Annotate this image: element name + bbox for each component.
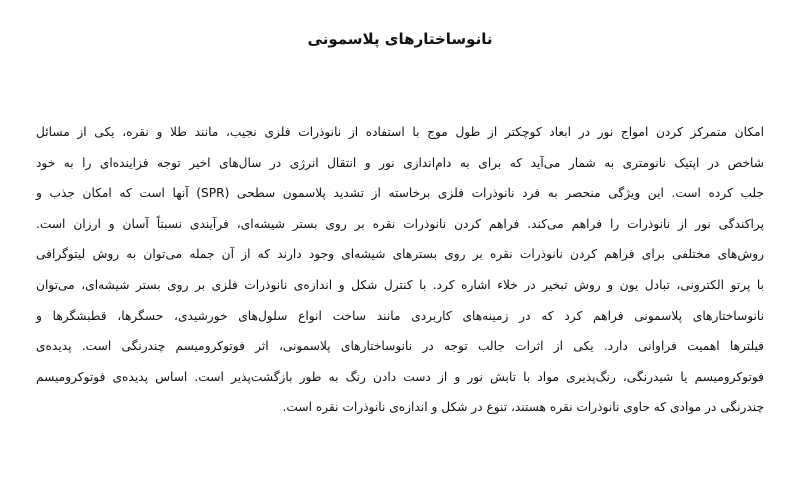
paragraph-line: شاخص در اپتیک نانومتری به شمار می‌آید که برای به دام‌اندازی نور و انتقال انرژی در سال‌های اخیر توجه فزاینده‌ای را به خود bbox=[36, 155, 764, 170]
body-paragraph bbox=[36, 117, 764, 423]
paragraph-line: روش‌های مختلفی برای فراهم کردن نانوذرات نقره بر روی بسترهای شیشه‌ای وجود دارند که از آن جمله می‌توان به روش لیتوگرافی bbox=[36, 247, 764, 262]
paragraph-line: پراکندگی نور از نانوذرات را فراهم می‌کند. فراهم کردن نانوذرات نقره بر روی بستر شیشه‌ای، فرآیندی نسبتاً آسان و ارزان است. bbox=[36, 216, 764, 231]
paragraph-line: امکان متمرکز کردن امواج نور در ابعاد کوچکتر از طول موج با استفاده از نانوذرات فلزی نجیب، مانند طلا و نقره، یکی از مسائل bbox=[36, 125, 764, 139]
paragraph-line: جلب کرده است. این ویژگی منحصر به فرد نانوذرات فلزی برخاسته از تشدید پلاسمون سطحی (SPR) آنها است که امکان جذب و bbox=[36, 186, 764, 201]
page-title: نانوساختارهای پلاسمونی bbox=[307, 30, 493, 48]
paragraph-line: فوتوکرومیسم یا شیدرنگی، رنگ‌پذیری مواد با تابش نور و از دست دادن رنگ به طور بازگشت‌پذیر است. اساس پدیده‌ی فوتوکرومیسم bbox=[36, 369, 764, 384]
paragraph-line: با پرتو الکترونی، تبادل یون و روش تبخیر در خلاء اشاره کرد. با کنترل شکل و اندازه‌ی نانوذرات فلزی بر روی بستر شیشه‌ای، می‌توان bbox=[36, 277, 764, 292]
paragraph-line: نانوساختارهای پلاسمونی فراهم کرد که در زمینه‌های کاربردی مانند ساخت انواع سلول‌های خورشیدی، حسگرها، قطبشگرها و bbox=[36, 308, 764, 323]
paragraph-line: چندرنگی در موادی که حاوی نانوذرات نقره هستند، تنوع در شکل و اندازه‌ی نانوذرات نقره است. bbox=[282, 400, 764, 415]
paragraph-line: فیلترها اهمیت فراوانی دارد. یکی از اثرات جالب توجه در نانوساختارهای پلاسمونی، اثر فوتوکرومیسم چندرنگی است. پدیده‌ی bbox=[36, 339, 764, 354]
